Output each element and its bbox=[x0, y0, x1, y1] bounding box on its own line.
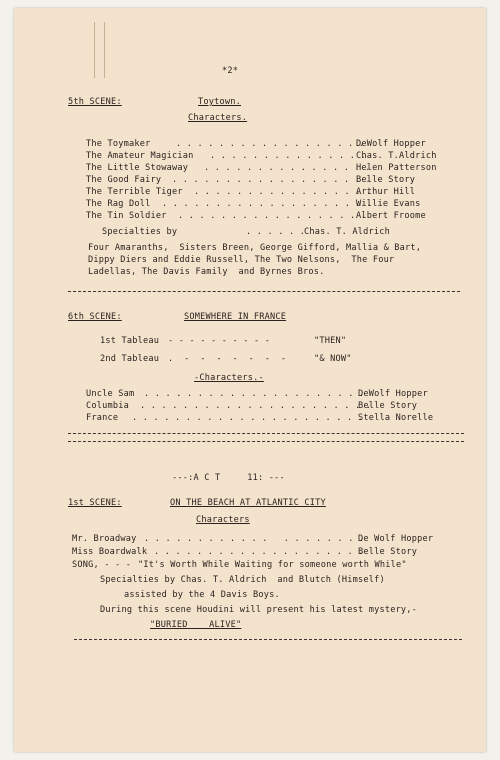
tableau-title: "& NOW" bbox=[314, 354, 352, 364]
cast-role: France bbox=[86, 413, 119, 423]
cast-actor: Helen Patterson bbox=[356, 163, 437, 173]
paper-fold-mark bbox=[94, 22, 105, 78]
cast-actor: Stella Norelle bbox=[358, 413, 434, 423]
leader-dots: . . . . . . bbox=[246, 227, 306, 237]
leader-dots: . . . . . . . . . . . . . . . . . . . . bbox=[162, 199, 372, 209]
cast-role: Miss Boardwalk bbox=[72, 547, 148, 557]
cast-actor: Belle Story bbox=[356, 175, 416, 185]
specialties-by: Chas. T. Aldrich bbox=[304, 227, 390, 237]
cast-actor: DeWolf Hopper bbox=[356, 139, 426, 149]
typed-page bbox=[14, 8, 486, 752]
separator-line bbox=[74, 639, 462, 640]
performers-line: Ladellas, The Davis Family and Byrnes Bros. bbox=[88, 267, 325, 277]
leader-dots: . . . . . . . . . . . . . . . . . . . . . . bbox=[140, 401, 372, 411]
cast-actor: De Wolf Hopper bbox=[358, 534, 434, 544]
song-title: "It's Worth While Waiting for someone worth While" bbox=[138, 560, 407, 570]
cast-role: The Tin Soldier bbox=[86, 211, 167, 221]
cast-role: The Little Stowaway bbox=[86, 163, 189, 173]
tableau-name: 1st Tableau bbox=[100, 336, 160, 346]
tableau-name: 2nd Tableau bbox=[100, 354, 160, 364]
cast-role: The Rag Doll bbox=[86, 199, 151, 209]
scene6-title: SOMEWHERE IN FRANCE bbox=[184, 312, 287, 322]
leader-dots: . . . . . . . . . . . . . . . . . bbox=[194, 187, 372, 197]
cast-role: The Good Fairy bbox=[86, 175, 162, 185]
scene6-label: 6th SCENE: bbox=[68, 312, 122, 322]
cast-actor: DeWolf Hopper bbox=[358, 389, 428, 399]
leader-dashes: - - - - - - - - - - bbox=[168, 336, 271, 346]
mystery-title: "BURIED ALIVE" bbox=[150, 620, 242, 630]
leader-dots: . . . . . . . . . . . . . . . . . . . . . . bbox=[132, 413, 364, 423]
cast-actor: Chas. T.Aldrich bbox=[356, 151, 437, 161]
separator-line bbox=[68, 441, 464, 442]
cast-role: Uncle Sam bbox=[86, 389, 135, 399]
performers-line: Dippy Diers and Eddie Russell, The Two Nelsons, The Four bbox=[88, 255, 395, 265]
act-heading: ---:A C T 11: --- bbox=[172, 473, 285, 483]
cast-actor: Albert Froome bbox=[356, 211, 426, 221]
scene5-label: 5th SCENE: bbox=[68, 97, 122, 107]
scene5-characters-heading: Characters. bbox=[188, 113, 248, 123]
scene1-line: During this scene Houdini will present his latest mystery,- bbox=[100, 605, 418, 615]
separator-line bbox=[68, 433, 464, 434]
page-number: *2* bbox=[222, 66, 239, 76]
cast-role: The Toymaker bbox=[86, 139, 151, 149]
scene1-characters-heading: Characters bbox=[196, 515, 250, 525]
cast-role: The Terrible Tiger bbox=[86, 187, 183, 197]
cast-actor: Belle Story bbox=[358, 401, 418, 411]
leader-dots: . . . . . . . . . . . . . . . bbox=[210, 151, 366, 161]
cast-role: Columbia bbox=[86, 401, 129, 411]
leader-dots: . . . . . . . . . . . . . . . . . . . . . bbox=[144, 389, 365, 399]
separator-line bbox=[68, 291, 460, 292]
tableau-title: "THEN" bbox=[314, 336, 347, 346]
cast-role: Mr. Broadway bbox=[72, 534, 137, 544]
cast-role: The Amateur Magician bbox=[86, 151, 194, 161]
cast-actor: Arthur Hill bbox=[356, 187, 416, 197]
scene1-label: 1st SCENE: bbox=[68, 498, 122, 508]
leader-dots: . . . . . . . . . . . . . . . . . . . bbox=[172, 175, 371, 185]
leader-dots: . . . . . . . . . . . . . . . . . . bbox=[176, 139, 365, 149]
scene5-title: Toytown. bbox=[198, 97, 241, 107]
scene1-line: Specialties by Chas. T. Aldrich and Blutch (Himself) bbox=[100, 575, 385, 585]
leader-dots: . . . . . . . . . . . . . . . . . . . . bbox=[144, 534, 365, 544]
cast-actor: Willie Evans bbox=[356, 199, 421, 209]
scene6-characters-heading: -Characters.- bbox=[194, 373, 264, 383]
scene1-line: assisted by the 4 Davis Boys. bbox=[124, 590, 280, 600]
song-label: SONG, - - - bbox=[72, 560, 132, 570]
specialties-label: Specialties by bbox=[102, 227, 178, 237]
leader-dots: . . . . . . . . . . . . . . . . . . . . bbox=[154, 547, 364, 557]
scene1-title: ON THE BEACH AT ATLANTIC CITY bbox=[170, 498, 326, 508]
leader-dots: . . . . . . . . . . . . . . . . . . bbox=[178, 211, 367, 221]
cast-actor: Belle Story bbox=[358, 547, 418, 557]
leader-dots: . . . . . . . . . . . . . . . . bbox=[204, 163, 371, 173]
performers-line: Four Amaranths, Sisters Breen, George Gifford, Mallia & Bart, bbox=[88, 243, 422, 253]
leader-dashes: . - - - - - - - bbox=[168, 354, 287, 364]
